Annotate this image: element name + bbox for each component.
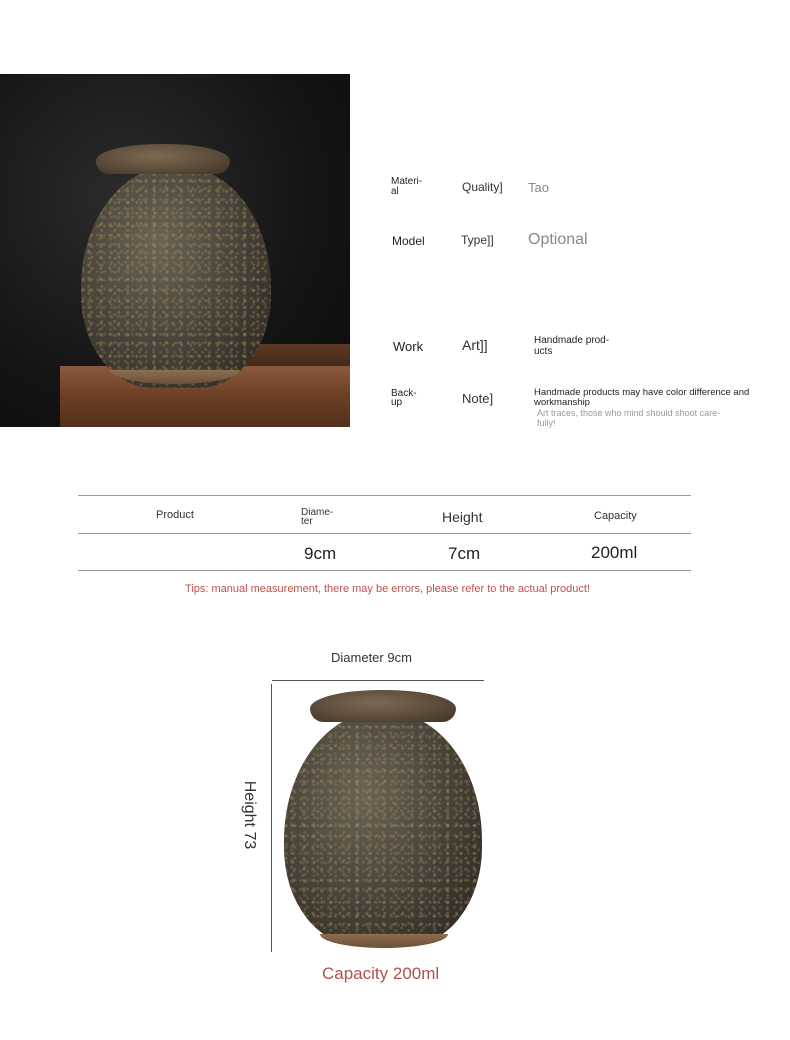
diagram-jar bbox=[280, 690, 490, 952]
spec-label-work: Work bbox=[393, 339, 424, 354]
table-bottom-rule bbox=[78, 570, 691, 571]
table-cell-height: 7cm bbox=[448, 544, 481, 563]
spec-key-type: Type]] bbox=[461, 233, 494, 247]
diagram-jar-body bbox=[284, 712, 482, 946]
jar-body bbox=[81, 166, 271, 388]
table-cell-diameter: 9cm bbox=[304, 544, 337, 563]
capacity-label: Capacity 200ml bbox=[322, 964, 440, 983]
spec-value-optional: Optional bbox=[528, 231, 588, 248]
table-header-diameter: Diame- ter bbox=[301, 507, 334, 527]
table-top-rule bbox=[78, 495, 691, 496]
spec-key-quality: Quality] bbox=[462, 180, 503, 194]
spec-key-note: Note] bbox=[462, 391, 494, 406]
spec-label-material: Materi- al bbox=[391, 176, 423, 197]
spec-value-tao: Tao bbox=[528, 180, 549, 195]
table-header-product: Product bbox=[156, 509, 194, 521]
height-line bbox=[271, 684, 272, 952]
spec-value-note: Handmade products may have color difference and workmanship bbox=[534, 387, 750, 408]
diagram-jar-base bbox=[320, 934, 448, 948]
table-header-height: Height bbox=[442, 509, 483, 525]
spec-value-note-sub: Art traces, those who mind should shoot care- fully! bbox=[537, 408, 721, 428]
spec-value-handmade: Handmade prod- ucts bbox=[534, 335, 610, 357]
spec-label-backup: Back- up bbox=[391, 388, 417, 408]
jar-lid bbox=[96, 144, 230, 174]
height-label: Height 73 bbox=[241, 780, 258, 850]
spec-label-model: Model bbox=[392, 234, 425, 248]
diameter-line bbox=[272, 680, 484, 681]
tips-note: Tips: manual measurement, there may be errors, please refer to the actual product! bbox=[185, 583, 590, 595]
spec-key-art: Art]] bbox=[462, 337, 488, 353]
diameter-label: Diameter 9cm bbox=[331, 650, 412, 665]
diagram-jar-lid bbox=[310, 690, 456, 722]
table-middle-rule bbox=[78, 533, 691, 534]
product-photo bbox=[0, 74, 350, 427]
table-header-capacity: Capacity bbox=[594, 510, 637, 522]
table-cell-capacity: 200ml bbox=[591, 543, 638, 562]
